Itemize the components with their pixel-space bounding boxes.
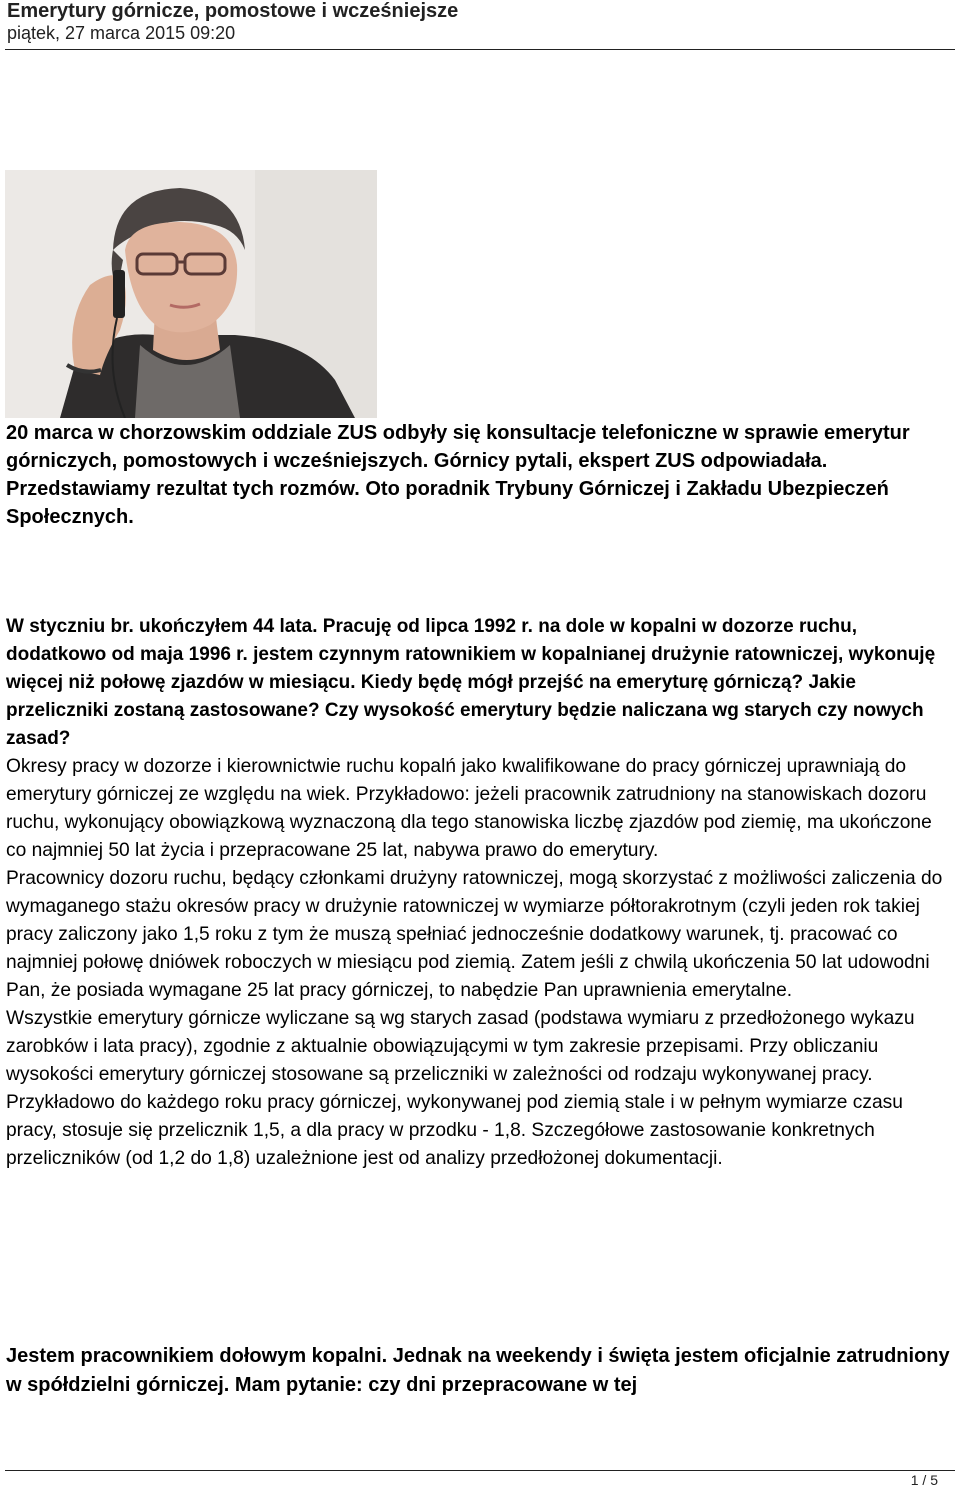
footer-divider bbox=[5, 1470, 955, 1471]
article-lead: 20 marca w chorzowskim oddziale ZUS odbyły się konsultacje telefoniczne w sprawie emerytur górniczych, pomostowych i wcześniejszych. Górnicy pytali, ekspert ZUS odpowiadała. Przedstawiamy rezultat tych rozmów. Oto poradnik Trybuny Górniczej i Zakładu Ubezpieczeń Społecznych. bbox=[6, 422, 910, 528]
page-number: 1 / 5 bbox=[910, 1472, 938, 1488]
question-2: Jestem pracownikiem dołowym kopalni. Jednak na weekendy i święta jestem oficjalnie zatrudniony w spółdzielni górniczej. Mam pytanie: czy dni przepracowane w tej bbox=[6, 1345, 950, 1396]
header-title: Emerytury górnicze, pomostowe i wcześniejsze bbox=[7, 0, 459, 22]
article-photo bbox=[5, 170, 377, 418]
question-1: W styczniu br. ukończyłem 44 lata. Pracuję od lipca 1992 r. na dole w kopalni w dozorze ruchu, dodatkowo od maja 1996 r. jestem czynnym ratownikiem w kopalnianej drużynie ratowniczej, wykonuję więcej niż połowę zjazdów w miesiącu. Kiedy będę mógł przejść na emeryturę górniczą? Jakie przeliczniki zostaną zastosowane? Czy wysokość emerytury będzie naliczana wg starych czy nowych zasad? bbox=[6, 616, 936, 749]
answer-paragraph: Wszystkie emerytury górnicze wyliczane są wg starych zasad (podstawa wymiaru z przedłożonego wykazu zarobków i lata pracy), zgodnie z aktualnie obowiązującymi w tym zakresie przepisami. Przy obliczaniu wysokości emerytury górniczej stosowane są przeliczniki w zależności od rodzaju wykonywanej pracy. Przykładowo do każdego roku pracy górniczej, wykonywanej pod ziemią stale i w pełnym wymiarze czasu pracy, stosuje się przelicznik 1,5, a dla pracy w przodku - 1,8. Szczegółowe zastosowanie konkretnych przeliczników (od 1,2 do 1,8) uzależnione jest od analizy przedłożonej dokumentacji. bbox=[6, 1008, 915, 1169]
answer-paragraph: Pracownicy dozoru ruchu, będący członkami drużyny ratowniczej, mogą skorzystać z możliwości zaliczenia do wymaganego stażu okresów pracy w drużynie ratowniczej w wymiarze półtorakrotnym (czyli jeden rok takiej pracy zaliczony jako 1,5 roku z tym że muszą spełniać jednocześnie dodatkowy warunek, tj. pracować co najmniej połowę dniówek roboczych w miesiącu pod ziemią. Zatem jeśli z chwilą ukończenia 50 lat udowodni Pan, że posiada wymagane 25 lat pracy górniczej, to nabędzie Pan uprawnienia emerytalne. bbox=[6, 868, 943, 1001]
header-divider bbox=[5, 49, 955, 50]
answer-paragraph: Okresy pracy w dozorze i kierownictwie ruchu kopalń jako kwalifikowane do pracy górniczej uprawniają do emerytury górniczej ze względu na wiek. Przykładowo: jeżeli pracownik zatrudniony na stanowiskach dozoru ruchu, wykonujący obowiązkową wyznaczoną dla tego stanowiska liczbę zjazdów pod ziemię, ma ukończone co najmniej 50 lat życia i przepracowane 25 lat, nabywa prawo do emerytury. bbox=[6, 756, 932, 861]
answer-1 bbox=[6, 753, 956, 1173]
header-date: piątek, 27 marca 2015 09:20 bbox=[7, 23, 236, 43]
